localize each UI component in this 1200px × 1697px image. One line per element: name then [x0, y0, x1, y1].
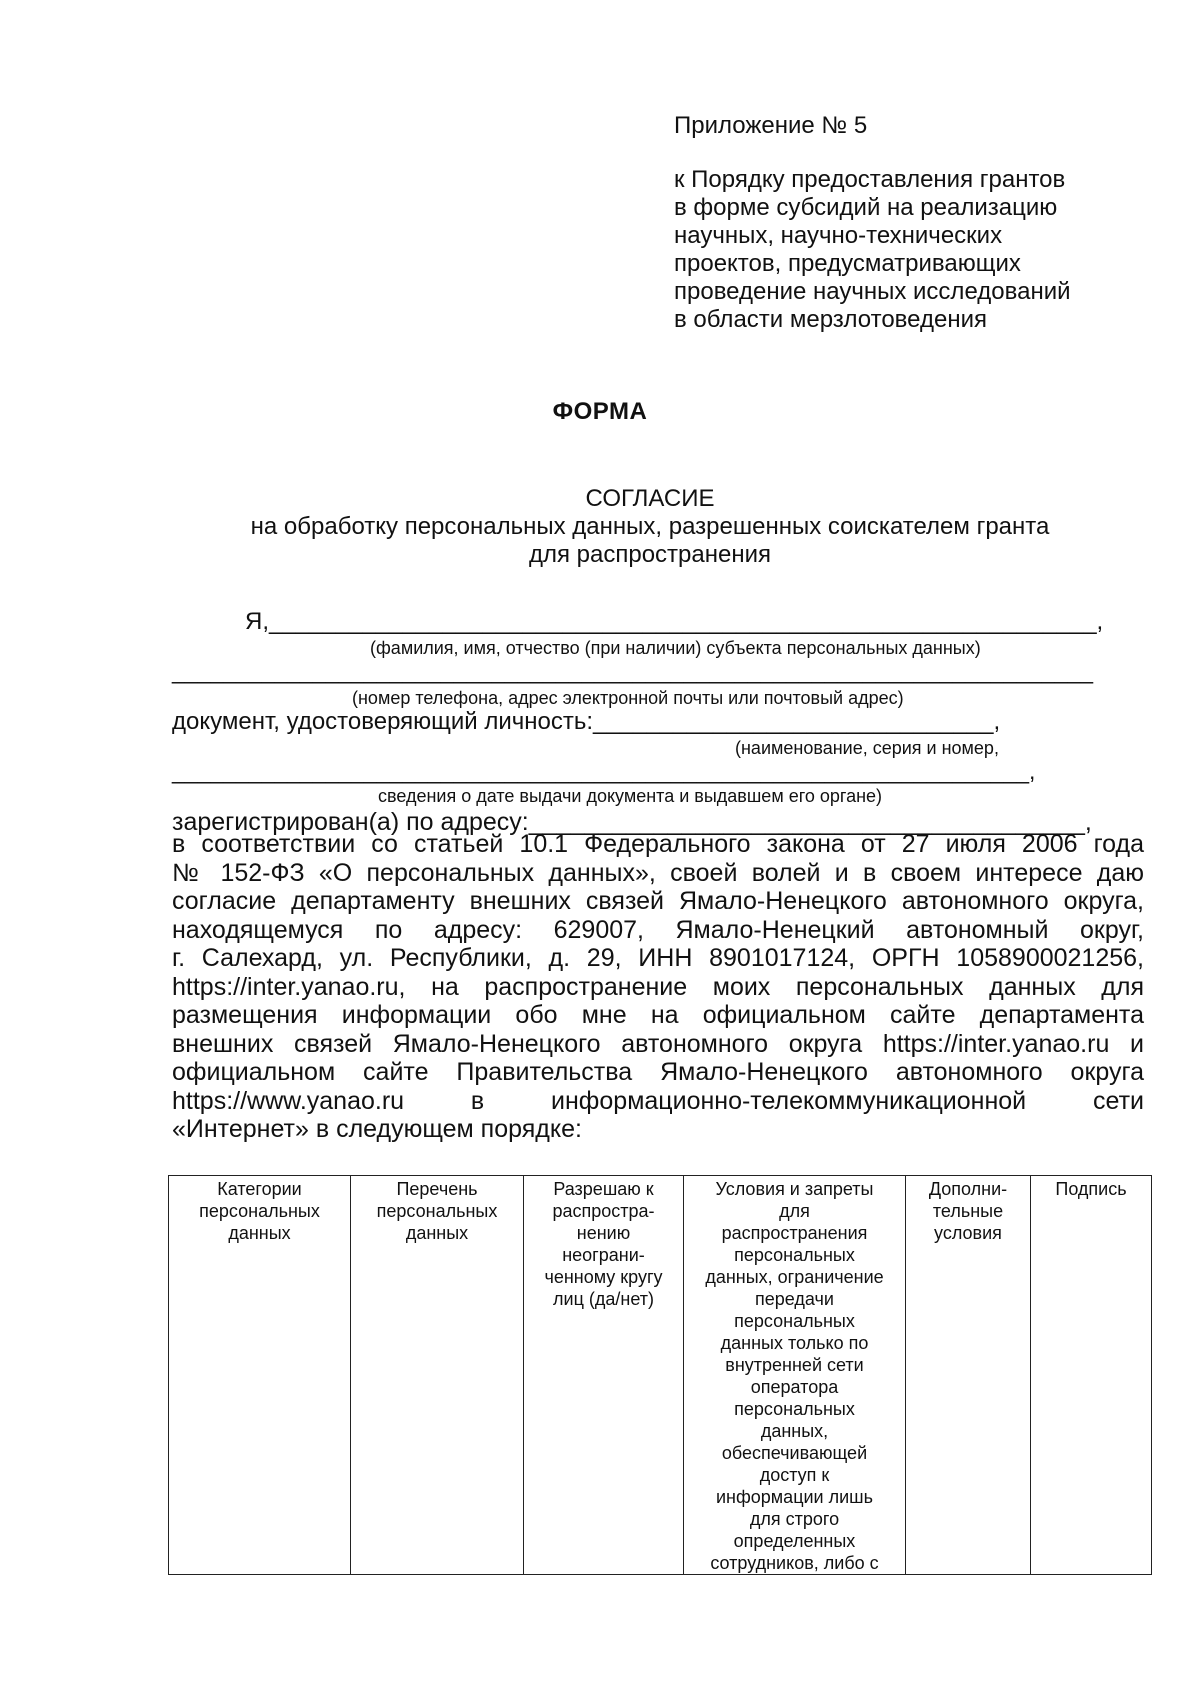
form-label: ФОРМА	[552, 398, 648, 425]
name-hint: (фамилия, имя, отчество (при наличии) субъекта персональных данных)	[370, 638, 981, 658]
header-cell-categories	[169, 1176, 351, 1575]
header-line: нению	[576, 1223, 631, 1243]
header-line: сотрудников, либо с	[710, 1553, 879, 1573]
header-line: данных,	[760, 1421, 829, 1441]
header-line: данных	[228, 1223, 291, 1243]
body-line: внешних связей Ямало-Ненецкого автономного округа https://inter.yanao.ru и	[172, 1029, 1144, 1058]
header-line: персональных	[376, 1201, 498, 1221]
table-header-row	[169, 1176, 1152, 1575]
name-prefix: Я,	[245, 608, 269, 635]
header-line: Категории	[217, 1179, 302, 1199]
header-line: ченному кругу	[544, 1267, 663, 1287]
header-line: лиц (да/нет)	[553, 1289, 654, 1309]
appendix-line: в форме субсидий на реализацию	[674, 194, 1058, 221]
header-line: для	[779, 1201, 810, 1221]
header-line: внутренней сети	[725, 1355, 864, 1375]
consent-title: СОГЛАСИЕ	[585, 485, 715, 512]
document-details-hint: сведения о дате выдачи документа и выдавшем его органе)	[378, 786, 883, 806]
header-line: персональных	[734, 1311, 855, 1331]
name-input[interactable]: ______________________________________________________________,	[269, 608, 1104, 635]
appendix-line: проведение научных исследований	[674, 278, 1071, 305]
header-line: доступ к	[759, 1465, 830, 1485]
header-line: персональных	[734, 1399, 855, 1419]
document-input[interactable]: документ, удостоверяющий личность:______________________________,	[172, 708, 1001, 735]
header-line: распространения	[721, 1223, 868, 1243]
header-cell-conditions	[684, 1176, 906, 1575]
body-line: № 152-ФЗ «О персональных данных», своей волей и в своем интересе даю	[172, 858, 1144, 887]
header-line: персональных	[199, 1201, 320, 1221]
header-line: определенных	[733, 1531, 856, 1551]
body-line: г. Салехард, ул. Республики, д. 29, ИНН 8901017124, ОРГН 1058900021256,	[172, 944, 1144, 972]
contact-hint: (номер телефона, адрес электронной почты или почтовый адрес)	[352, 688, 904, 708]
contact-input[interactable]: ________________________________________________________________________	[172, 658, 1093, 684]
header-line: персональных	[734, 1245, 855, 1265]
appendix-line: проектов, предусматривающих	[674, 250, 1021, 277]
body-line: в соответствии со статьей 10.1 Федерального закона от 27 июля 2006 года	[172, 830, 1144, 858]
header-line: данных, ограничение	[705, 1267, 884, 1287]
body-line: https://inter.yanao.ru, на распространение моих персональных данных для	[172, 972, 1144, 1001]
address-input[interactable]: зарегистрирован(а) по адресу:________________________________________,	[172, 808, 1092, 836]
consent-table	[168, 1175, 1152, 1575]
consent-heading	[160, 485, 1140, 569]
header-line: тельные	[932, 1201, 1004, 1221]
appendix-line: к Порядку предоставления грантов	[674, 166, 1066, 193]
appendix-title: Приложение № 5	[674, 112, 868, 139]
consent-subtitle-line: для распространения	[528, 541, 771, 568]
consent-subtitle-line: на обработку персональных данных, разрешенных соискателем гранта	[250, 513, 1050, 540]
header-line: передачи	[755, 1289, 834, 1309]
header-line: обеспечивающей	[721, 1443, 868, 1463]
body-line: официальном сайте Правительства Ямало-Ненецкого автономного округа	[172, 1058, 1144, 1086]
appendix-lines	[674, 166, 1144, 334]
header-line: данных	[405, 1223, 469, 1243]
body-line: согласие департаменту внешних связей Ямало-Ненецкого автономного округа,	[172, 887, 1144, 915]
header-line: Условия и запреты	[715, 1179, 874, 1199]
name-field-line	[245, 608, 1103, 636]
header-line: информации лишь	[715, 1487, 873, 1507]
document-hint: (наименование, серия и номер,	[735, 738, 999, 758]
header-line: неограни-	[562, 1245, 645, 1265]
appendix-line: в области мерзлотоведения	[674, 306, 987, 333]
header-line: Подпись	[1055, 1179, 1127, 1199]
header-line: Перечень	[396, 1179, 478, 1199]
header-cell-permission	[524, 1176, 684, 1575]
header-line: Разрешаю к	[553, 1179, 654, 1199]
body-line: «Интернет» в следующем порядке:	[172, 1115, 582, 1143]
appendix-block	[674, 112, 1144, 334]
consent-body	[172, 830, 1144, 1144]
header-line: данных только по	[720, 1333, 869, 1353]
header-cell-signature	[1031, 1176, 1152, 1575]
body-line: находящемуся по адресу: 629007, Ямало-Ненецкий автономный округ,	[172, 915, 1144, 944]
appendix-line: научных, научно-технических	[674, 222, 1003, 249]
header-cell-list	[351, 1176, 524, 1575]
header-cell-additional	[906, 1176, 1031, 1575]
header-line: условия	[934, 1223, 1002, 1243]
body-line: https://www.yanao.ru в информационно-телекоммуникационной сети	[172, 1086, 1144, 1115]
body-line: размещения информации обо мне на официальном сайте департамента	[172, 1001, 1144, 1029]
header-line: распростра-	[552, 1201, 655, 1221]
header-line: Дополни-	[928, 1179, 1008, 1199]
header-line: оператора	[750, 1377, 839, 1397]
header-line: для строго	[749, 1509, 840, 1529]
document-details-input[interactable]: ___________________________________________________________________,	[172, 758, 1036, 784]
